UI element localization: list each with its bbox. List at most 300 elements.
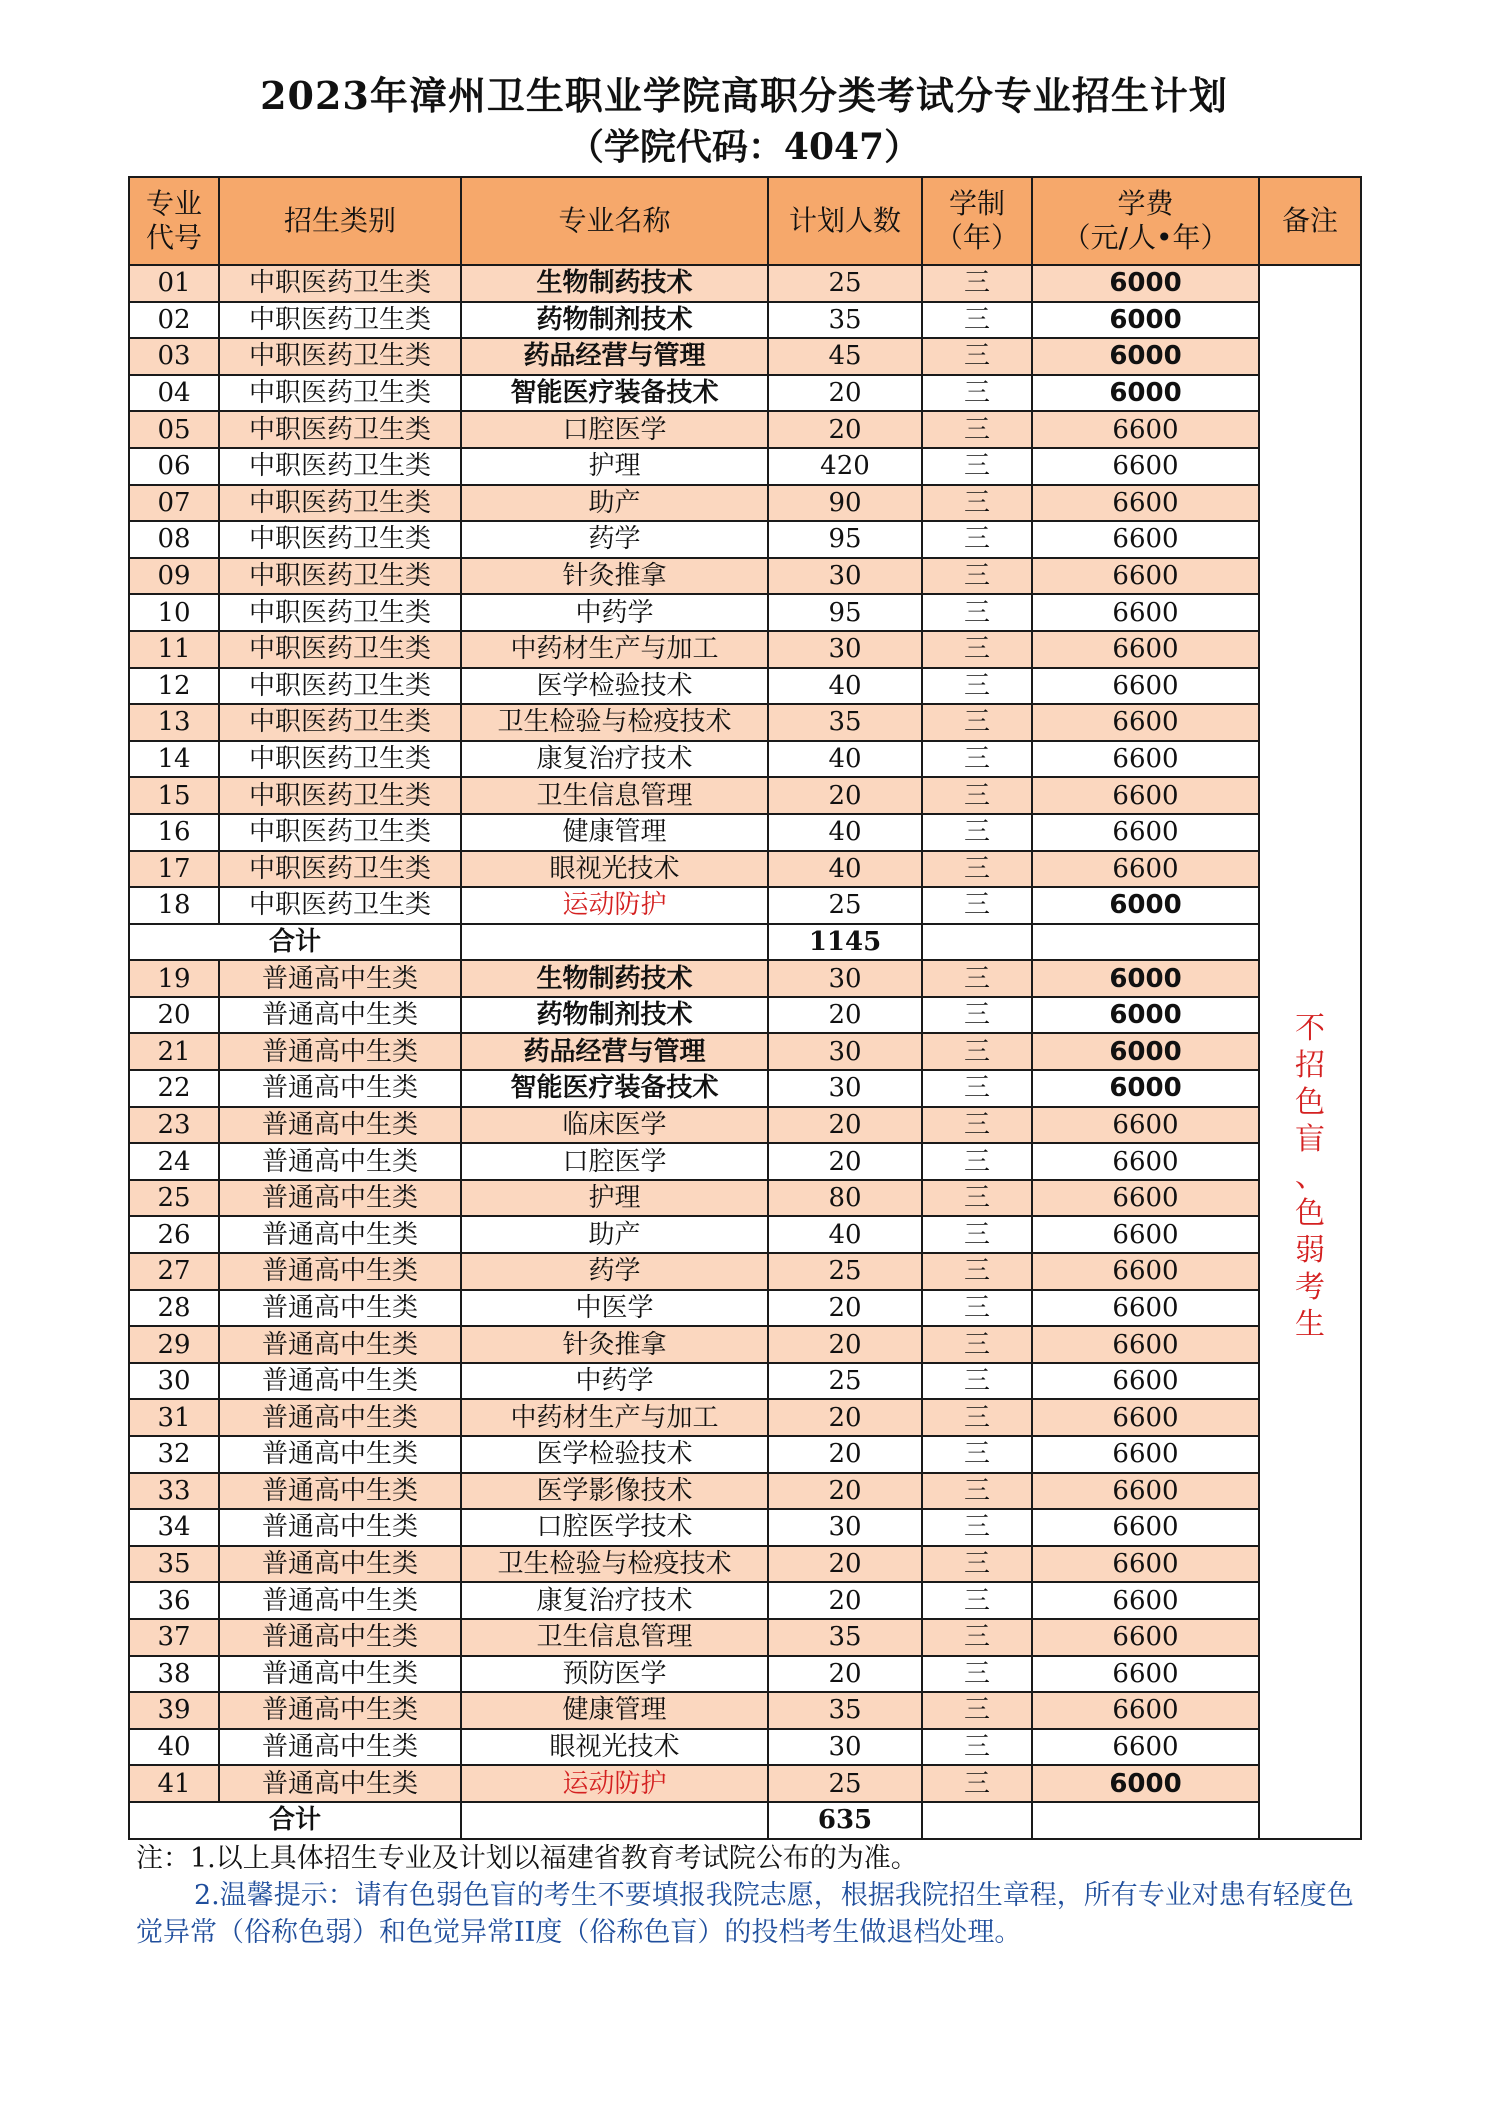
row-years: 三 bbox=[922, 485, 1032, 522]
row-years: 三 bbox=[922, 411, 1032, 448]
row-category: 普通高中生类 bbox=[219, 1436, 461, 1473]
row-major: 药物制剂技术 bbox=[461, 302, 768, 339]
row-plan: 25 bbox=[768, 1253, 922, 1290]
remark-char: 招 bbox=[1295, 1048, 1325, 1084]
row-code: 26 bbox=[129, 1216, 219, 1253]
total-years-empty bbox=[922, 1802, 1032, 1839]
row-code: 14 bbox=[129, 741, 219, 778]
row-category: 中职医药卫生类 bbox=[219, 704, 461, 741]
row-plan: 25 bbox=[768, 265, 922, 302]
row-major: 中药学 bbox=[461, 1363, 768, 1400]
header-category: 招生类别 bbox=[219, 177, 461, 265]
row-years: 三 bbox=[922, 1656, 1032, 1693]
remark-char: 生 bbox=[1295, 1307, 1325, 1343]
row-major: 卫生检验与检疫技术 bbox=[461, 1546, 768, 1583]
row-code: 06 bbox=[129, 448, 219, 485]
table-row bbox=[129, 1326, 1361, 1363]
row-plan: 80 bbox=[768, 1180, 922, 1217]
row-years: 三 bbox=[922, 1582, 1032, 1619]
table-row bbox=[129, 594, 1361, 631]
row-years: 三 bbox=[922, 1326, 1032, 1363]
row-fee: 6000 bbox=[1032, 375, 1259, 412]
row-code: 07 bbox=[129, 485, 219, 522]
row-code: 12 bbox=[129, 668, 219, 705]
row-plan: 35 bbox=[768, 704, 922, 741]
row-category: 普通高中生类 bbox=[219, 1070, 461, 1107]
row-category: 中职医药卫生类 bbox=[219, 521, 461, 558]
row-category: 中职医药卫生类 bbox=[219, 594, 461, 631]
table-row bbox=[129, 1399, 1361, 1436]
row-plan: 30 bbox=[768, 960, 922, 997]
remark-char: 、 bbox=[1295, 1159, 1325, 1195]
remark-char: 盲 bbox=[1295, 1122, 1325, 1158]
row-years: 三 bbox=[922, 668, 1032, 705]
row-fee: 6600 bbox=[1032, 1692, 1259, 1729]
remark-cell bbox=[1259, 265, 1361, 1839]
row-plan: 40 bbox=[768, 668, 922, 705]
row-major: 医学检验技术 bbox=[461, 668, 768, 705]
row-years: 三 bbox=[922, 448, 1032, 485]
row-code: 35 bbox=[129, 1546, 219, 1583]
row-category: 普通高中生类 bbox=[219, 1692, 461, 1729]
row-major: 生物制药技术 bbox=[461, 265, 768, 302]
row-plan: 20 bbox=[768, 997, 922, 1034]
row-category: 普通高中生类 bbox=[219, 1546, 461, 1583]
row-fee: 6000 bbox=[1032, 1765, 1259, 1802]
table-row bbox=[129, 1070, 1361, 1107]
row-years: 三 bbox=[922, 1473, 1032, 1510]
row-major: 针灸推拿 bbox=[461, 1326, 768, 1363]
row-code: 17 bbox=[129, 851, 219, 888]
table-row bbox=[129, 814, 1361, 851]
header-code: 专业 代号 bbox=[129, 177, 219, 265]
row-plan: 20 bbox=[768, 1582, 922, 1619]
table-row bbox=[129, 777, 1361, 814]
remark-char: 不 bbox=[1295, 1011, 1325, 1047]
row-fee: 6600 bbox=[1032, 1729, 1259, 1766]
notes bbox=[136, 1840, 1366, 1951]
row-fee: 6600 bbox=[1032, 1290, 1259, 1327]
table-row bbox=[129, 521, 1361, 558]
table-row bbox=[129, 1033, 1361, 1070]
row-years: 三 bbox=[922, 521, 1032, 558]
row-category: 中职医药卫生类 bbox=[219, 558, 461, 595]
row-code: 22 bbox=[129, 1070, 219, 1107]
row-years: 三 bbox=[922, 960, 1032, 997]
remark-char: 色 bbox=[1295, 1196, 1325, 1232]
row-code: 08 bbox=[129, 521, 219, 558]
row-code: 03 bbox=[129, 338, 219, 375]
row-plan: 40 bbox=[768, 851, 922, 888]
row-major: 卫生检验与检疫技术 bbox=[461, 704, 768, 741]
row-years: 三 bbox=[922, 997, 1032, 1034]
row-plan: 95 bbox=[768, 521, 922, 558]
row-code: 28 bbox=[129, 1290, 219, 1327]
row-major: 健康管理 bbox=[461, 1692, 768, 1729]
row-major: 眼视光技术 bbox=[461, 851, 768, 888]
row-major: 口腔医学技术 bbox=[461, 1509, 768, 1546]
table-row bbox=[129, 1729, 1361, 1766]
row-plan: 420 bbox=[768, 448, 922, 485]
row-major: 生物制药技术 bbox=[461, 960, 768, 997]
row-years: 三 bbox=[922, 1107, 1032, 1144]
row-category: 中职医药卫生类 bbox=[219, 631, 461, 668]
row-years: 三 bbox=[922, 1180, 1032, 1217]
row-major: 运动防护 bbox=[461, 1765, 768, 1802]
row-years: 三 bbox=[922, 777, 1032, 814]
row-fee: 6600 bbox=[1032, 777, 1259, 814]
row-category: 中职医药卫生类 bbox=[219, 485, 461, 522]
row-fee: 6600 bbox=[1032, 1546, 1259, 1583]
table-row bbox=[129, 741, 1361, 778]
table-row bbox=[129, 338, 1361, 375]
row-plan: 20 bbox=[768, 411, 922, 448]
row-category: 普通高中生类 bbox=[219, 1033, 461, 1070]
row-plan: 40 bbox=[768, 814, 922, 851]
row-major: 药学 bbox=[461, 521, 768, 558]
row-plan: 20 bbox=[768, 1399, 922, 1436]
row-fee: 6000 bbox=[1032, 265, 1259, 302]
row-major: 针灸推拿 bbox=[461, 558, 768, 595]
row-years: 三 bbox=[922, 1143, 1032, 1180]
table-row bbox=[129, 302, 1361, 339]
header-fee: 学费 （元/人•年） bbox=[1032, 177, 1259, 265]
row-years: 三 bbox=[922, 1216, 1032, 1253]
row-plan: 20 bbox=[768, 1436, 922, 1473]
row-major: 健康管理 bbox=[461, 814, 768, 851]
table-row bbox=[129, 960, 1361, 997]
row-code: 02 bbox=[129, 302, 219, 339]
row-years: 三 bbox=[922, 814, 1032, 851]
total-label: 合计 bbox=[129, 1802, 461, 1839]
row-category: 中职医药卫生类 bbox=[219, 668, 461, 705]
table-row bbox=[129, 1765, 1361, 1802]
total-fee-empty bbox=[1032, 924, 1259, 961]
total-plan: 635 bbox=[768, 1802, 922, 1839]
row-code: 31 bbox=[129, 1399, 219, 1436]
total-row bbox=[129, 1802, 1361, 1839]
row-years: 三 bbox=[922, 1546, 1032, 1583]
table-row bbox=[129, 668, 1361, 705]
row-fee: 6600 bbox=[1032, 558, 1259, 595]
row-major: 医学检验技术 bbox=[461, 1436, 768, 1473]
row-category: 普通高中生类 bbox=[219, 1582, 461, 1619]
row-category: 普通高中生类 bbox=[219, 1509, 461, 1546]
table-row bbox=[129, 1216, 1361, 1253]
row-years: 三 bbox=[922, 1399, 1032, 1436]
row-fee: 6600 bbox=[1032, 1509, 1259, 1546]
row-category: 中职医药卫生类 bbox=[219, 851, 461, 888]
table-row bbox=[129, 1143, 1361, 1180]
row-major: 康复治疗技术 bbox=[461, 1582, 768, 1619]
row-major: 智能医疗装备技术 bbox=[461, 375, 768, 412]
row-major: 中药材生产与加工 bbox=[461, 631, 768, 668]
page-subtitle: （学院代码：4047） bbox=[567, 126, 921, 168]
table-row bbox=[129, 1473, 1361, 1510]
row-years: 三 bbox=[922, 265, 1032, 302]
row-plan: 95 bbox=[768, 594, 922, 631]
row-plan: 20 bbox=[768, 1326, 922, 1363]
row-fee: 6600 bbox=[1032, 1436, 1259, 1473]
table-row bbox=[129, 1253, 1361, 1290]
total-fee-empty bbox=[1032, 1802, 1259, 1839]
row-code: 13 bbox=[129, 704, 219, 741]
row-major: 中医学 bbox=[461, 1290, 768, 1327]
row-fee: 6000 bbox=[1032, 997, 1259, 1034]
row-fee: 6000 bbox=[1032, 302, 1259, 339]
row-code: 37 bbox=[129, 1619, 219, 1656]
row-plan: 20 bbox=[768, 1143, 922, 1180]
row-plan: 30 bbox=[768, 1509, 922, 1546]
row-plan: 20 bbox=[768, 1656, 922, 1693]
page-title: 2023年漳州卫生职业学院高职分类考试分专业招生计划 bbox=[260, 73, 1228, 118]
table-row bbox=[129, 851, 1361, 888]
row-fee: 6600 bbox=[1032, 448, 1259, 485]
row-code: 39 bbox=[129, 1692, 219, 1729]
row-category: 中职医药卫生类 bbox=[219, 448, 461, 485]
row-code: 38 bbox=[129, 1656, 219, 1693]
row-major: 预防医学 bbox=[461, 1656, 768, 1693]
row-plan: 20 bbox=[768, 777, 922, 814]
row-fee: 6600 bbox=[1032, 704, 1259, 741]
header-years: 学制 （年） bbox=[922, 177, 1032, 265]
row-category: 普通高中生类 bbox=[219, 1399, 461, 1436]
total-major-empty bbox=[461, 924, 768, 961]
row-category: 普通高中生类 bbox=[219, 1143, 461, 1180]
row-category: 普通高中生类 bbox=[219, 1253, 461, 1290]
row-major: 助产 bbox=[461, 485, 768, 522]
row-years: 三 bbox=[922, 1070, 1032, 1107]
table-row bbox=[129, 411, 1361, 448]
table-row bbox=[129, 558, 1361, 595]
table-row bbox=[129, 997, 1361, 1034]
row-plan: 30 bbox=[768, 1729, 922, 1766]
row-years: 三 bbox=[922, 887, 1032, 924]
row-code: 19 bbox=[129, 960, 219, 997]
header-remark: 备注 bbox=[1259, 177, 1361, 265]
row-major: 卫生信息管理 bbox=[461, 1619, 768, 1656]
row-code: 21 bbox=[129, 1033, 219, 1070]
row-fee: 6000 bbox=[1032, 1033, 1259, 1070]
row-plan: 90 bbox=[768, 485, 922, 522]
row-code: 36 bbox=[129, 1582, 219, 1619]
row-category: 中职医药卫生类 bbox=[219, 265, 461, 302]
row-years: 三 bbox=[922, 1290, 1032, 1327]
row-years: 三 bbox=[922, 1509, 1032, 1546]
row-fee: 6600 bbox=[1032, 521, 1259, 558]
table-row bbox=[129, 887, 1361, 924]
row-code: 01 bbox=[129, 265, 219, 302]
row-plan: 35 bbox=[768, 302, 922, 339]
row-fee: 6600 bbox=[1032, 594, 1259, 631]
row-plan: 45 bbox=[768, 338, 922, 375]
row-years: 三 bbox=[922, 558, 1032, 595]
row-years: 三 bbox=[922, 1253, 1032, 1290]
row-category: 普通高中生类 bbox=[219, 1290, 461, 1327]
row-plan: 30 bbox=[768, 1033, 922, 1070]
row-years: 三 bbox=[922, 1729, 1032, 1766]
row-fee: 6600 bbox=[1032, 631, 1259, 668]
table-row bbox=[129, 375, 1361, 412]
total-label: 合计 bbox=[129, 924, 461, 961]
table-row bbox=[129, 1546, 1361, 1583]
row-major: 助产 bbox=[461, 1216, 768, 1253]
table-row bbox=[129, 1180, 1361, 1217]
row-code: 27 bbox=[129, 1253, 219, 1290]
enrollment-table-wrap bbox=[128, 176, 1360, 1840]
row-category: 普通高中生类 bbox=[219, 1180, 461, 1217]
row-fee: 6000 bbox=[1032, 887, 1259, 924]
row-plan: 20 bbox=[768, 1107, 922, 1144]
header-major: 专业名称 bbox=[461, 177, 768, 265]
table-row bbox=[129, 1656, 1361, 1693]
row-category: 中职医药卫生类 bbox=[219, 887, 461, 924]
row-major: 眼视光技术 bbox=[461, 1729, 768, 1766]
row-code: 04 bbox=[129, 375, 219, 412]
row-code: 33 bbox=[129, 1473, 219, 1510]
row-category: 普通高中生类 bbox=[219, 1619, 461, 1656]
row-plan: 30 bbox=[768, 631, 922, 668]
row-code: 32 bbox=[129, 1436, 219, 1473]
row-code: 40 bbox=[129, 1729, 219, 1766]
row-major: 药学 bbox=[461, 1253, 768, 1290]
row-plan: 25 bbox=[768, 1363, 922, 1400]
row-major: 康复治疗技术 bbox=[461, 741, 768, 778]
row-plan: 40 bbox=[768, 1216, 922, 1253]
row-major: 中药材生产与加工 bbox=[461, 1399, 768, 1436]
remark-char: 色 bbox=[1295, 1085, 1325, 1121]
table-header-row bbox=[129, 177, 1361, 265]
note-1: 注：1.以上具体招生专业及计划以福建省教育考试院公布的为准。 bbox=[136, 1843, 918, 1874]
row-plan: 35 bbox=[768, 1692, 922, 1729]
table-row bbox=[129, 631, 1361, 668]
table-row bbox=[129, 1363, 1361, 1400]
row-major: 卫生信息管理 bbox=[461, 777, 768, 814]
row-fee: 6000 bbox=[1032, 338, 1259, 375]
row-category: 中职医药卫生类 bbox=[219, 741, 461, 778]
row-code: 20 bbox=[129, 997, 219, 1034]
row-major: 药物制剂技术 bbox=[461, 997, 768, 1034]
row-code: 09 bbox=[129, 558, 219, 595]
row-major: 口腔医学 bbox=[461, 411, 768, 448]
row-plan: 20 bbox=[768, 1473, 922, 1510]
row-major: 中药学 bbox=[461, 594, 768, 631]
row-years: 三 bbox=[922, 1619, 1032, 1656]
row-major: 口腔医学 bbox=[461, 1143, 768, 1180]
row-category: 普通高中生类 bbox=[219, 1765, 461, 1802]
row-years: 三 bbox=[922, 741, 1032, 778]
row-category: 普通高中生类 bbox=[219, 1363, 461, 1400]
row-fee: 6600 bbox=[1032, 1326, 1259, 1363]
header-plan: 计划人数 bbox=[768, 177, 922, 265]
row-code: 16 bbox=[129, 814, 219, 851]
row-code: 41 bbox=[129, 1765, 219, 1802]
total-major-empty bbox=[461, 1802, 768, 1839]
row-plan: 40 bbox=[768, 741, 922, 778]
row-years: 三 bbox=[922, 1765, 1032, 1802]
table-row bbox=[129, 1436, 1361, 1473]
row-fee: 6600 bbox=[1032, 1143, 1259, 1180]
row-years: 三 bbox=[922, 1692, 1032, 1729]
total-plan: 1145 bbox=[768, 924, 922, 961]
row-code: 10 bbox=[129, 594, 219, 631]
row-category: 普通高中生类 bbox=[219, 1216, 461, 1253]
row-years: 三 bbox=[922, 1363, 1032, 1400]
row-category: 普通高中生类 bbox=[219, 1107, 461, 1144]
row-category: 中职医药卫生类 bbox=[219, 302, 461, 339]
row-years: 三 bbox=[922, 375, 1032, 412]
row-plan: 20 bbox=[768, 375, 922, 412]
enrollment-table bbox=[128, 176, 1362, 1840]
row-fee: 6600 bbox=[1032, 668, 1259, 705]
row-code: 29 bbox=[129, 1326, 219, 1363]
row-plan: 30 bbox=[768, 558, 922, 595]
row-major: 医学影像技术 bbox=[461, 1473, 768, 1510]
row-fee: 6600 bbox=[1032, 741, 1259, 778]
row-fee: 6600 bbox=[1032, 1399, 1259, 1436]
row-years: 三 bbox=[922, 851, 1032, 888]
table-body bbox=[129, 265, 1361, 1839]
row-category: 中职医药卫生类 bbox=[219, 338, 461, 375]
row-fee: 6600 bbox=[1032, 851, 1259, 888]
row-fee: 6600 bbox=[1032, 1656, 1259, 1693]
row-fee: 6600 bbox=[1032, 1216, 1259, 1253]
row-years: 三 bbox=[922, 594, 1032, 631]
row-code: 15 bbox=[129, 777, 219, 814]
row-fee: 6600 bbox=[1032, 1582, 1259, 1619]
row-code: 11 bbox=[129, 631, 219, 668]
row-plan: 35 bbox=[768, 1619, 922, 1656]
table-row bbox=[129, 1509, 1361, 1546]
row-major: 护理 bbox=[461, 1180, 768, 1217]
row-category: 中职医药卫生类 bbox=[219, 814, 461, 851]
row-fee: 6600 bbox=[1032, 1253, 1259, 1290]
row-major: 药品经营与管理 bbox=[461, 1033, 768, 1070]
row-category: 中职医药卫生类 bbox=[219, 777, 461, 814]
remark-char: 考 bbox=[1295, 1270, 1325, 1306]
row-code: 30 bbox=[129, 1363, 219, 1400]
row-fee: 6600 bbox=[1032, 814, 1259, 851]
row-code: 23 bbox=[129, 1107, 219, 1144]
row-fee: 6600 bbox=[1032, 485, 1259, 522]
row-code: 05 bbox=[129, 411, 219, 448]
row-category: 普通高中生类 bbox=[219, 960, 461, 997]
row-years: 三 bbox=[922, 338, 1032, 375]
row-major: 智能医疗装备技术 bbox=[461, 1070, 768, 1107]
row-plan: 20 bbox=[768, 1290, 922, 1327]
row-fee: 6600 bbox=[1032, 1619, 1259, 1656]
row-fee: 6600 bbox=[1032, 1473, 1259, 1510]
row-fee: 6600 bbox=[1032, 1107, 1259, 1144]
row-fee: 6600 bbox=[1032, 1363, 1259, 1400]
row-category: 普通高中生类 bbox=[219, 1729, 461, 1766]
table-row bbox=[129, 1107, 1361, 1144]
table-row bbox=[129, 704, 1361, 741]
row-years: 三 bbox=[922, 1436, 1032, 1473]
note-2: 2.温馨提示：请有色弱色盲的考生不要填报我院志愿，根据我院招生章程，所有专业对患有轻度色觉异常（俗称色弱）和色觉异常II度（俗称色盲）的投档考生做退档处理。 bbox=[136, 1880, 1354, 1948]
row-category: 中职医药卫生类 bbox=[219, 411, 461, 448]
row-fee: 6000 bbox=[1032, 960, 1259, 997]
row-plan: 25 bbox=[768, 1765, 922, 1802]
row-category: 普通高中生类 bbox=[219, 1326, 461, 1363]
row-fee: 6600 bbox=[1032, 411, 1259, 448]
row-major: 运动防护 bbox=[461, 887, 768, 924]
row-major: 临床医学 bbox=[461, 1107, 768, 1144]
row-plan: 25 bbox=[768, 887, 922, 924]
row-category: 中职医药卫生类 bbox=[219, 375, 461, 412]
total-row bbox=[129, 924, 1361, 961]
row-years: 三 bbox=[922, 631, 1032, 668]
